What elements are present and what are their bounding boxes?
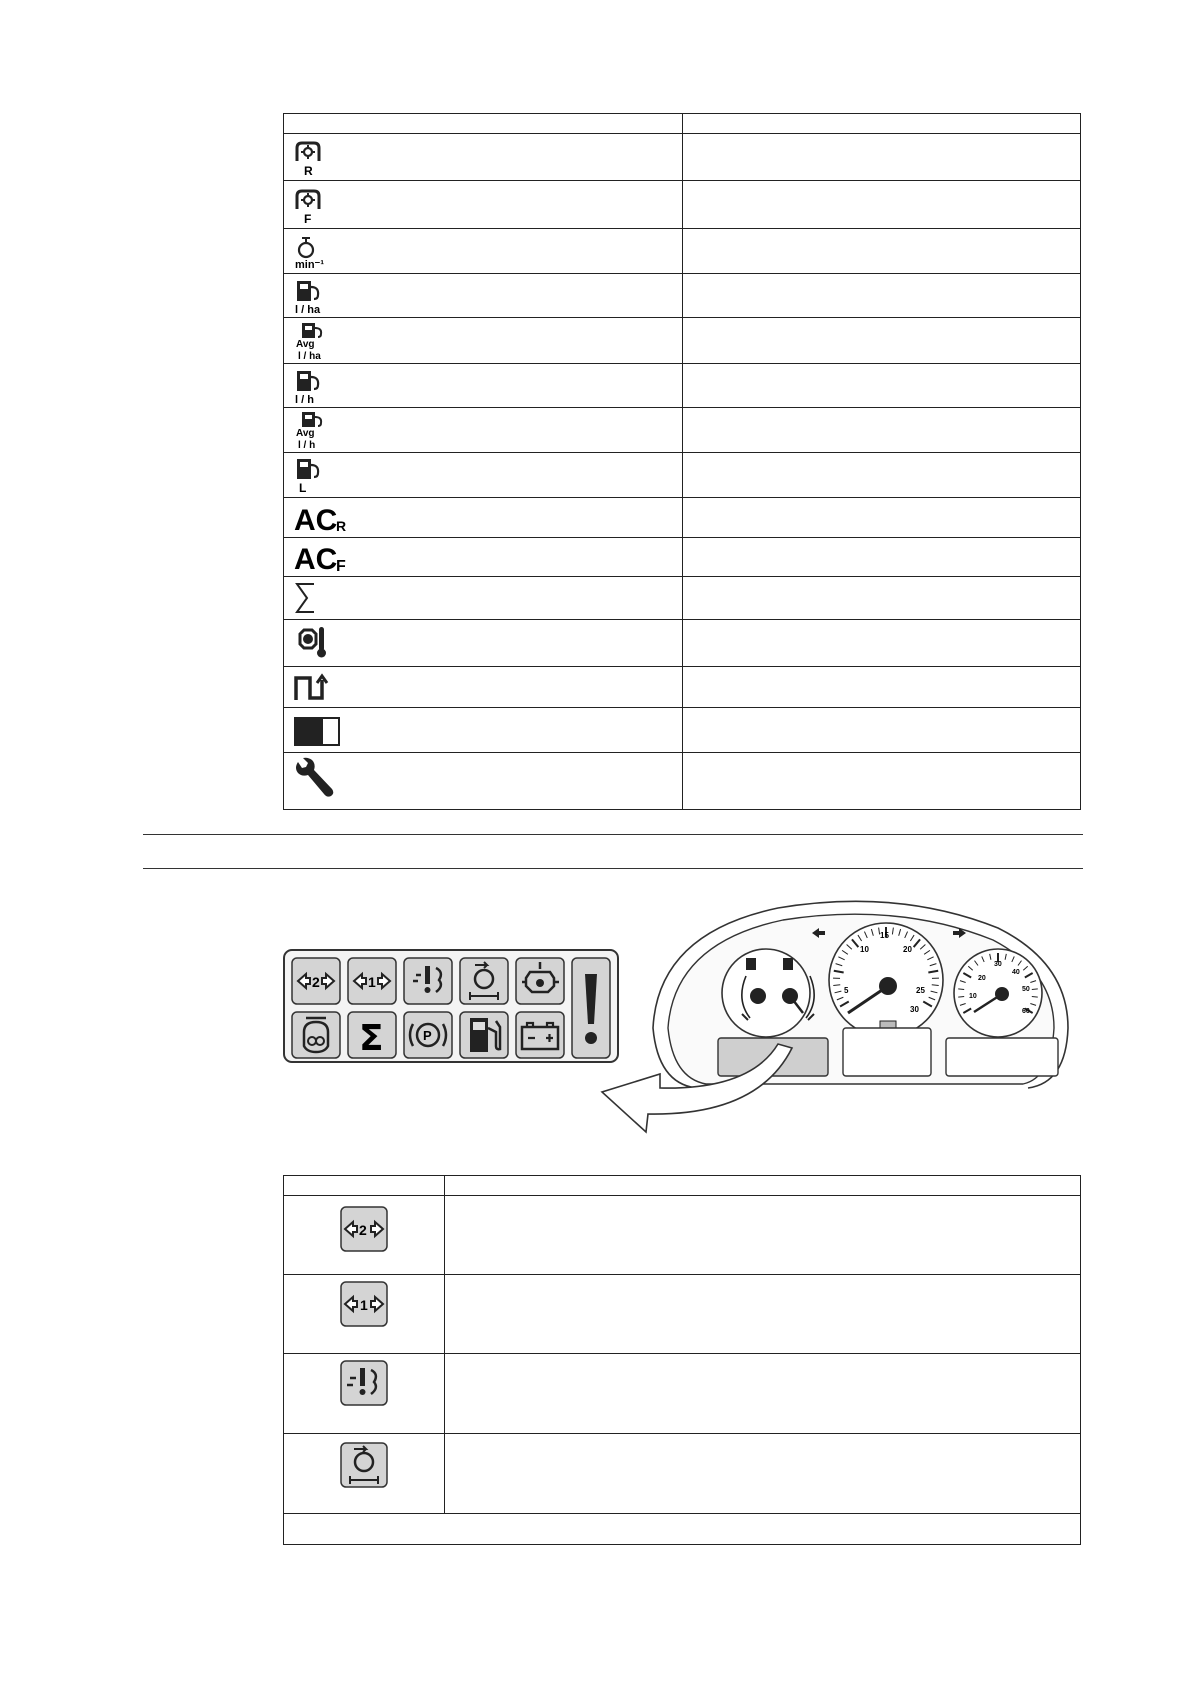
sum-icon xyxy=(348,1012,396,1059)
sum-icon xyxy=(284,578,344,618)
tick-label: 25 xyxy=(916,986,925,995)
ac-front-icon xyxy=(284,539,364,575)
tick-label: 50 xyxy=(1022,986,1030,993)
table-row xyxy=(284,1196,1081,1275)
svg-text:Σ: Σ xyxy=(359,1018,384,1059)
fuel-pump-icon xyxy=(460,1012,508,1058)
svg-text:l / ha: l / ha xyxy=(298,350,321,362)
tick-label: 40 xyxy=(1012,969,1020,976)
table-row xyxy=(284,1434,1081,1514)
table-row xyxy=(284,1275,1081,1354)
fuel-consumption-h-icon xyxy=(284,365,344,407)
tick-label: 60 xyxy=(1022,1008,1030,1015)
tick-label: 15 xyxy=(880,931,889,940)
shift-range-1-icon xyxy=(348,958,396,1004)
shift-range-1-icon xyxy=(340,1281,388,1327)
svg-text:F: F xyxy=(304,211,312,226)
table-row xyxy=(284,181,1081,229)
svg-text:AC: AC xyxy=(294,543,338,575)
pto-warning-icon xyxy=(340,1442,388,1488)
svg-text:F: F xyxy=(336,558,346,575)
tachometer-gauge xyxy=(829,923,943,1037)
gauge-tick xyxy=(958,989,964,990)
table-row xyxy=(284,708,1081,753)
table-row xyxy=(284,538,1081,577)
transmission-warning-icon xyxy=(340,1360,388,1406)
symbol-table xyxy=(283,113,1081,810)
table-row xyxy=(284,577,1081,620)
fuel-consumption-ha-icon xyxy=(284,275,344,317)
pto-warning-icon xyxy=(460,958,508,1004)
engine-oil-pressure-icon xyxy=(516,958,564,1004)
table-row xyxy=(284,134,1081,181)
fuel-litres-icon xyxy=(284,454,344,496)
tick-label: 5 xyxy=(844,986,849,995)
table-header-row xyxy=(284,1176,1081,1196)
shift-range-2-icon xyxy=(340,1206,388,1252)
svg-text:Avg: Avg xyxy=(296,428,315,439)
table-row xyxy=(284,753,1081,810)
section-divider-top xyxy=(143,834,1083,835)
svg-text:l / ha: l / ha xyxy=(295,303,321,316)
gauge-tick xyxy=(958,997,964,998)
warning-lamp-panel xyxy=(282,948,622,1066)
glow-plug-icon xyxy=(292,1012,340,1058)
tick-label: 20 xyxy=(978,975,986,982)
table-footer-row xyxy=(284,1514,1081,1545)
contrast-icon xyxy=(284,710,354,750)
svg-text:L: L xyxy=(299,481,307,495)
table-row xyxy=(284,274,1081,318)
svg-text:l / h: l / h xyxy=(295,393,314,406)
gauge-tick xyxy=(1032,989,1038,990)
transmission-warning-icon xyxy=(404,958,452,1004)
parking-brake-icon xyxy=(404,1012,452,1058)
gearbox-temperature-icon xyxy=(284,621,344,665)
avg-fuel-consumption-ha-icon xyxy=(284,320,344,362)
tick-label: 30 xyxy=(994,961,1002,968)
tick-label: 10 xyxy=(969,993,977,1000)
table-row xyxy=(284,364,1081,408)
fuel-gauge-icon xyxy=(746,958,756,970)
svg-text:2: 2 xyxy=(359,1222,367,1238)
pulse-input-icon xyxy=(284,668,354,706)
table-row xyxy=(284,318,1081,364)
wrench-icon xyxy=(284,754,354,808)
table-row xyxy=(284,498,1081,538)
table-row xyxy=(284,229,1081,274)
tick-label: 10 xyxy=(860,945,869,954)
svg-text:2: 2 xyxy=(312,974,320,990)
pointer-arrow xyxy=(600,1040,800,1140)
coolant-gauge-icon xyxy=(783,958,793,970)
display-window-center xyxy=(843,1028,931,1076)
svg-text:min⁻¹: min⁻¹ xyxy=(295,259,325,271)
speed-gauge xyxy=(954,949,1042,1037)
table-row xyxy=(284,453,1081,498)
table-row xyxy=(284,667,1081,708)
svg-text:l / h: l / h xyxy=(298,440,316,451)
svg-text:1: 1 xyxy=(368,974,376,990)
engine-speed-icon xyxy=(284,230,344,272)
display-window-right xyxy=(946,1038,1058,1076)
section-divider-bottom xyxy=(143,868,1083,869)
table-row xyxy=(284,1354,1081,1434)
gauge-tick xyxy=(1032,997,1038,998)
battery-icon xyxy=(516,1012,564,1058)
svg-text:1: 1 xyxy=(360,1297,368,1313)
tick-label: 30 xyxy=(910,1005,919,1014)
table-header-row xyxy=(284,114,1081,134)
svg-text:R: R xyxy=(336,517,347,534)
svg-text:Avg: Avg xyxy=(296,338,315,350)
table-row xyxy=(284,620,1081,667)
avg-fuel-consumption-h-icon xyxy=(284,409,344,451)
warning-symbol-table xyxy=(283,1175,1081,1545)
svg-text:R: R xyxy=(304,164,313,178)
ac-rear-icon xyxy=(284,500,364,536)
table-row xyxy=(284,408,1081,453)
tick-label: 20 xyxy=(903,945,912,954)
pto-rear-icon xyxy=(284,135,344,179)
shift-range-2-icon xyxy=(292,958,340,1004)
pto-front-icon xyxy=(284,183,344,227)
svg-text:AC: AC xyxy=(294,503,338,536)
svg-text:P: P xyxy=(423,1028,432,1043)
